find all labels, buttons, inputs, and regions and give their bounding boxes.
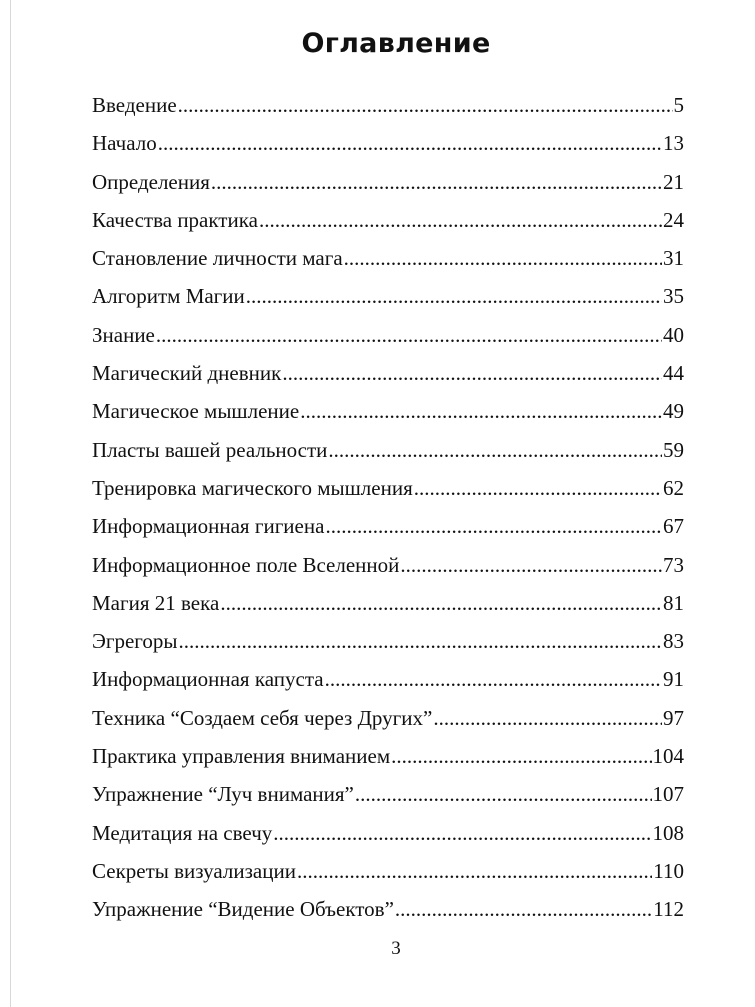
toc-entry-page: 108 <box>652 820 684 845</box>
toc-entry[interactable] <box>92 782 684 820</box>
toc-entry-page: 73 <box>663 552 684 577</box>
toc-entry[interactable] <box>92 246 684 284</box>
toc-entry-label: Тренировка магического мышления <box>92 475 413 500</box>
toc-entry-page: 107 <box>652 782 684 807</box>
toc-dot-leader <box>325 514 662 539</box>
toc-entry[interactable] <box>92 667 684 705</box>
toc-entry-label: Знание <box>92 322 155 347</box>
toc-entry[interactable] <box>92 284 684 322</box>
toc-dot-leader <box>433 706 662 731</box>
toc-entry[interactable] <box>92 361 684 399</box>
toc-entry-page: 5 <box>673 93 684 117</box>
toc-entry-label: Информационная капуста <box>92 667 324 692</box>
toc-entry[interactable] <box>92 706 684 744</box>
page-title: Оглавление <box>301 28 491 59</box>
toc-entry-label: Пласты вашей реальности <box>92 437 328 462</box>
toc-entry[interactable] <box>92 208 684 246</box>
toc-entry-page: 110 <box>653 858 684 883</box>
page-number: 3 <box>391 938 401 959</box>
toc-entry-label: Магия 21 века <box>92 590 220 615</box>
toc-entry[interactable] <box>92 131 684 169</box>
toc-dot-leader <box>300 399 662 424</box>
toc-dot-leader <box>395 897 652 922</box>
toc-entry-page: 35 <box>663 284 684 309</box>
toc-dot-leader <box>328 438 662 463</box>
toc-entry-page: 13 <box>663 131 684 156</box>
toc-entry-page: 49 <box>663 399 684 424</box>
toc-entry-label: Практика управления вниманием <box>92 744 391 769</box>
toc-entry-page: 67 <box>663 514 684 539</box>
toc-entry-page: 44 <box>663 361 684 386</box>
toc-entry-label: Техника “Создаем себя через Других” <box>92 705 433 730</box>
toc-entry[interactable] <box>92 553 684 591</box>
toc-entry[interactable] <box>92 629 684 667</box>
toc-entry-label: Секреты визуализации <box>92 858 296 883</box>
toc-entry-label: Определения <box>92 169 210 194</box>
toc-dot-leader <box>273 821 651 846</box>
toc-entry-label: Упражнение “Видение Объектов” <box>92 897 394 922</box>
toc-entry[interactable] <box>92 744 684 782</box>
page-edge <box>10 0 11 1007</box>
toc-dot-leader <box>259 208 662 233</box>
toc-dot-leader <box>325 667 662 692</box>
toc-entry-page: 112 <box>653 897 684 922</box>
toc-entry[interactable] <box>92 859 684 897</box>
toc-entry-label: Становление личности мага <box>92 246 343 271</box>
toc-entry-label: Медитация на свечу <box>92 820 273 845</box>
toc-entry-page: 59 <box>663 437 684 462</box>
toc-entry-label: Эгрегоры <box>92 629 178 654</box>
toc-dot-leader <box>158 131 662 156</box>
toc-entry-page: 83 <box>663 629 684 654</box>
toc-entry-label: Упражнение “Луч внимания” <box>92 782 354 807</box>
toc-entry[interactable] <box>92 323 684 361</box>
toc-dot-leader <box>344 246 662 271</box>
toc-dot-leader <box>391 744 651 769</box>
toc-entry-page: 91 <box>663 667 684 692</box>
toc-entry[interactable] <box>92 591 684 629</box>
toc-entry[interactable] <box>92 897 684 935</box>
toc-dot-leader <box>400 553 662 578</box>
toc-entry[interactable] <box>92 438 684 476</box>
toc-entry-label: Алгоритм Магии <box>92 284 245 309</box>
toc-dot-leader <box>156 323 662 348</box>
toc-entry-label: Начало <box>92 131 157 156</box>
toc-entry-page: 21 <box>663 169 684 194</box>
toc-entry-label: Магический дневник <box>92 361 282 386</box>
toc-entry-page: 31 <box>663 246 684 271</box>
toc-dot-leader <box>211 170 662 195</box>
toc-entry[interactable] <box>92 476 684 514</box>
toc-dot-leader <box>414 476 662 501</box>
toc-entry[interactable] <box>92 93 684 131</box>
toc-entry-label: Введение <box>92 93 177 117</box>
toc-entry-page: 40 <box>663 322 684 347</box>
toc-dot-leader <box>282 361 662 386</box>
toc-entry-label: Информационная гигиена <box>92 514 325 539</box>
toc-dot-leader <box>220 591 662 616</box>
toc-entry-page: 24 <box>663 207 684 232</box>
toc-entry[interactable] <box>92 514 684 552</box>
toc-entry[interactable] <box>92 170 684 208</box>
toc-entry-label: Магическое мышление <box>92 399 300 424</box>
toc-entry-page: 62 <box>663 475 684 500</box>
toc-entry[interactable] <box>92 821 684 859</box>
toc-entry-label: Информационное поле Вселенной <box>92 552 400 577</box>
toc-dot-leader <box>179 629 663 654</box>
toc-dot-leader <box>355 782 652 807</box>
toc-entry-page: 104 <box>652 744 684 769</box>
toc-entry-page: 81 <box>663 590 684 615</box>
toc-dot-leader <box>246 284 662 309</box>
toc-dot-leader <box>297 859 652 884</box>
table-of-contents <box>92 93 684 936</box>
toc-entry-label: Качества практика <box>92 207 258 232</box>
toc-entry[interactable] <box>92 399 684 437</box>
toc-entry-page: 97 <box>663 705 684 730</box>
toc-dot-leader <box>178 93 673 118</box>
